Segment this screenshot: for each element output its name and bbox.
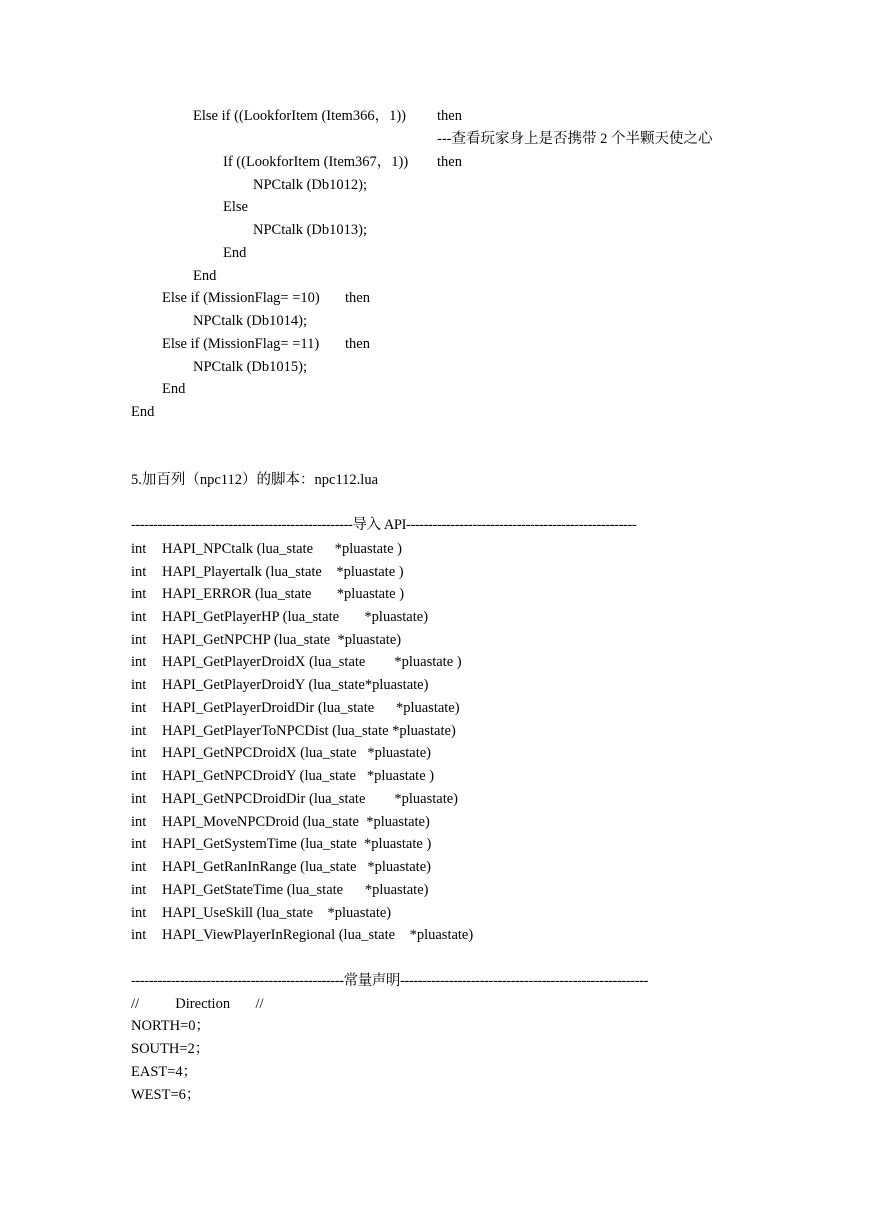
code-line: NPCtalk (Db1015); [193, 359, 307, 375]
api-type: int [131, 836, 147, 852]
api-signature: HAPI_GetNPCDroidDir (lua_state *pluastate) [162, 791, 458, 807]
api-type: int [131, 723, 147, 739]
api-signature: HAPI_NPCtalk (lua_state *pluastate ) [162, 541, 403, 557]
api-type: int [131, 586, 147, 602]
api-type: int [131, 791, 147, 807]
code-line: End [223, 245, 247, 261]
code-line: Else if ((LookforItem (Item366，1)) [193, 108, 406, 124]
const-comment: // Direction // [131, 996, 264, 1012]
api-signature: HAPI_GetPlayerHP (lua_state *pluastate) [162, 609, 429, 625]
api-type: int [131, 927, 147, 943]
api-signature: HAPI_GetNPCDroidX (lua_state *pluastate) [162, 745, 432, 761]
api-signature: HAPI_GetNPCHP (lua_state *pluastate) [162, 632, 402, 648]
code-line: End [162, 381, 186, 397]
api-signature: HAPI_GetSystemTime (lua_state *pluastate ) [162, 836, 432, 852]
api-separator: --------------------------------------------------导入 API---------------------------------------------------- [131, 517, 637, 533]
api-type: int [131, 564, 147, 580]
const-line: EAST=4； [131, 1064, 198, 1080]
api-type: int [131, 677, 147, 693]
api-signature: HAPI_GetPlayerToNPCDist (lua_state *pluastate) [162, 723, 456, 739]
api-type: int [131, 859, 147, 875]
code-line: If ((LookforItem (Item367，1)) [223, 154, 409, 170]
code-line: Else [223, 199, 248, 215]
code-keyword-then: then [345, 290, 370, 306]
const-line: SOUTH=2； [131, 1041, 210, 1057]
api-signature: HAPI_GetRanInRange (lua_state *pluastate) [162, 859, 431, 875]
api-signature: HAPI_GetPlayerDroidX (lua_state *pluastate ) [162, 654, 462, 670]
const-separator: ------------------------------------------------常量声明-------------------------------------------------------- [131, 973, 648, 989]
code-line: NPCtalk (Db1012); [253, 177, 367, 193]
section-heading: 5.加百列（npc112）的脚本：npc112.lua [131, 472, 379, 488]
api-type: int [131, 768, 147, 784]
api-type: int [131, 905, 147, 921]
api-type: int [131, 609, 147, 625]
api-signature: HAPI_GetNPCDroidY (lua_state *pluastate ) [162, 768, 435, 784]
code-keyword-then: then [345, 336, 370, 352]
api-signature: HAPI_UseSkill (lua_state *pluastate) [162, 905, 392, 921]
api-signature: HAPI_GetPlayerDroidY (lua_state*pluastate) [162, 677, 429, 693]
api-signature: HAPI_Playertalk (lua_state *pluastate ) [162, 564, 404, 580]
code-line: NPCtalk (Db1013); [253, 222, 367, 238]
code-comment: ---查看玩家身上是否携带 2 个半颗天使之心 [437, 131, 713, 147]
api-type: int [131, 700, 147, 716]
api-type: int [131, 632, 147, 648]
api-signature: HAPI_MoveNPCDroid (lua_state *pluastate) [162, 814, 430, 830]
code-line: End [131, 404, 155, 420]
code-line: Else if (MissionFlag= =10) [162, 290, 320, 306]
api-type: int [131, 882, 147, 898]
api-type: int [131, 654, 147, 670]
code-keyword-then: then [437, 154, 462, 170]
api-signature: HAPI_GetPlayerDroidDir (lua_state *pluastate) [162, 700, 460, 716]
api-type: int [131, 745, 147, 761]
const-line: WEST=6； [131, 1087, 201, 1103]
api-signature: HAPI_ERROR (lua_state *pluastate ) [162, 586, 405, 602]
api-type: int [131, 541, 147, 557]
const-line: NORTH=0； [131, 1018, 210, 1034]
code-line: Else if (MissionFlag= =11) [162, 336, 320, 352]
api-signature: HAPI_GetStateTime (lua_state *pluastate) [162, 882, 429, 898]
api-signature: HAPI_ViewPlayerInRegional (lua_state *pluastate) [162, 927, 474, 943]
api-type: int [131, 814, 147, 830]
code-keyword-then: then [437, 108, 462, 124]
code-line: End [193, 268, 217, 284]
code-line: NPCtalk (Db1014); [193, 313, 307, 329]
